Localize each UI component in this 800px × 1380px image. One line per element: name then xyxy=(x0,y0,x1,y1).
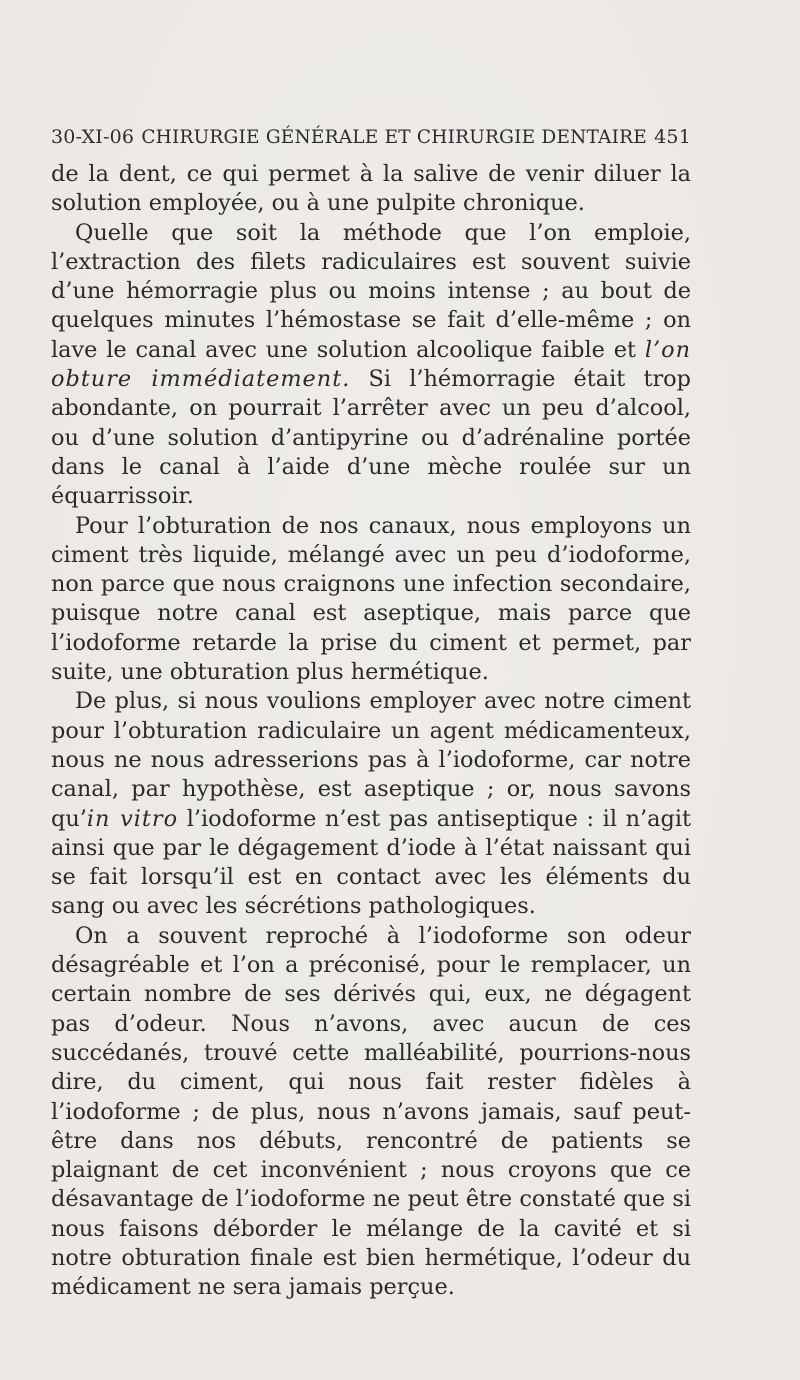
running-head-title: CHIRURGIE GÉNÉRALE ET CHIRURGIE DENTAIRE xyxy=(141,127,647,148)
italic-text: in vitro xyxy=(86,805,179,832)
paragraph xyxy=(51,687,691,921)
text-run: De plus, si nous voulions employer avec notre ciment pour l’obturation radiculaire un agent médicamenteux, nous ne nous adresserions pas à l’iodoforme, car notre canal, par hypothèse, est aseptique ; or, nous savons qu’ xyxy=(51,688,691,832)
text-run: Quelle que soit la méthode que l’on emploie, l’extraction des filets radiculaires est souvent suivie d’une hémorragie plus ou moins intense ; au bout de quelques minutes l’hémostase se fait d’elle-même ; on lave le canal avec une solution alcoolique faible et xyxy=(51,219,691,363)
text-run: de la dent, ce qui permet à la salive de venir diluer la solution employée, ou à une pulpite chronique. xyxy=(51,161,691,217)
body-text xyxy=(51,160,691,1303)
italic-text: l’on obture immédiatement. xyxy=(51,336,691,393)
text-run: Si l’hémorragie était trop abondante, on pourrait l’arrêter avec un peu d’alcool, ou d’une solution d’antipyrine ou d’adrénaline portée dans le canal à l’aide d’une mèche roulée sur un équarrissoir. xyxy=(51,366,691,510)
text-run: l’iodoforme n’est pas antiseptique : il n’agit ainsi que par le dégagement d’iode à l’état naissant qui se fait lorsqu’il est en contact avec les éléments du sang ou avec les sécrétions pathologiques. xyxy=(51,805,691,920)
text-run: On a souvent reproché à l’iodoforme son odeur désagréable et l’on a préconisé, pour le remplacer, un certain nombre de ses dérivés qui, eux, ne dégagent pas d’odeur. Nous n’avons, avec aucun de ces succédanés, trouvé cette malléabilité, pourrions-nous dire, du ciment, qui nous fait rester fidèles à l’iodoforme ; de plus, nous n’avons jamais, sauf peut-être dans nos débuts, rencontré de patients se plaignant de cet inconvénient ; nous croyons que ce désavantage de l’iodoforme ne peut être constaté que si nous faisons déborder le mélange de la cavité et si notre obturation finale est bien hermétique, l’odeur du médicament ne sera jamais perçue. xyxy=(51,922,691,1301)
running-head-date: 30-XI-06 xyxy=(51,126,135,148)
text-run: Pour l’obturation de nos canaux, nous employons un ciment très liquide, mélangé avec un peu d’iodoforme, non parce que nous craignons une infection secondaire, puisque notre canal est aseptique, mais parce que l’iodoforme retarde la prise du ciment et permet, par suite, une obturation plus hermétique. xyxy=(51,512,691,686)
paragraph xyxy=(51,922,691,1303)
page-number: 451 xyxy=(654,126,691,148)
paragraph xyxy=(51,219,691,512)
paragraph xyxy=(51,160,691,219)
paragraph xyxy=(51,512,691,688)
running-head xyxy=(51,126,691,148)
